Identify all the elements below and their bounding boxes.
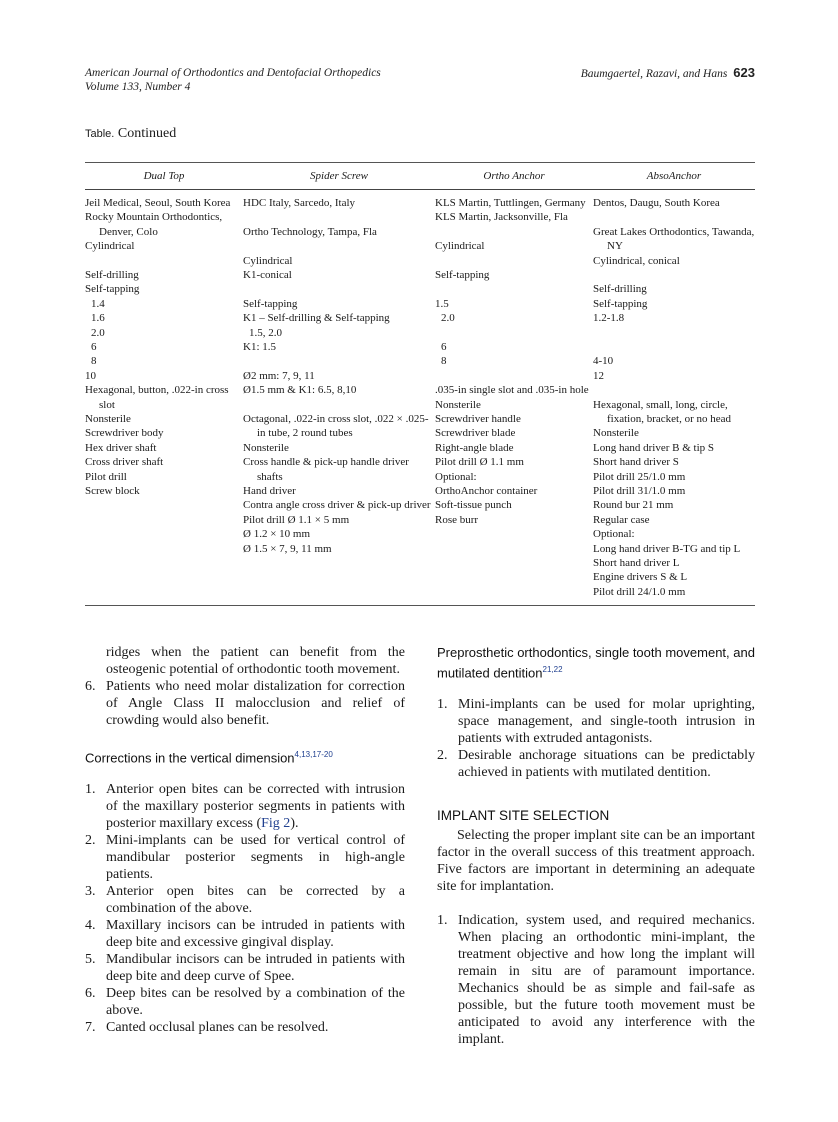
list-item-text: ridges when the patient can benefit from the osteogenic potential of orthodontic tooth movement. [106, 645, 405, 677]
list-item-number: 6. [85, 679, 96, 694]
left-text-column [85, 644, 405, 1036]
table-cell: Screw block [85, 485, 140, 498]
table-cell: Octagonal, .022-in cross slot, .022 × .025-in tube, 2 round tubes [243, 413, 429, 440]
table-cell: OrthoAnchor container [435, 485, 538, 498]
table-cell: Screwdriver handle [435, 413, 521, 426]
table-cell: Screwdriver body [85, 427, 164, 440]
table-cell: 1.6 [91, 312, 105, 325]
table-cell: Nonsterile [243, 441, 289, 454]
table-cell: Contra angle cross driver & pick-up driver [243, 499, 431, 512]
table-cell: K1 – Self-drilling & Self-tapping [243, 312, 390, 325]
table-cell: Self-tapping [435, 269, 490, 281]
table-cell-empty [435, 225, 593, 239]
table-header-row [85, 163, 755, 190]
column-spider-screw [243, 196, 435, 599]
page-number: 623 [733, 65, 755, 80]
table-cell-empty [593, 210, 755, 224]
table-cell: Ø1.5 mm & K1: 6.5, 8,10 [243, 384, 357, 397]
table-cell-empty [435, 369, 593, 383]
authors: Baumgaertel, Razavi, and Hans [580, 68, 728, 80]
table-cell: Nonsterile [435, 398, 481, 411]
table-cell: KLS Martin, Tuttlingen, Germany [435, 197, 586, 209]
table-cell: 12 [593, 369, 604, 382]
table-cell: 1.4 [91, 297, 105, 310]
table-cell-empty [243, 398, 435, 412]
table-cell: 2.0 [91, 326, 105, 339]
table-cell: 1.5, 2.0 [249, 326, 282, 339]
journal-title: American Journal of Orthodontics and Dentofacial Orthopedics [85, 67, 381, 79]
table-cell: Pilot drill 24/1.0 mm [593, 585, 686, 598]
header-dual-top: Dual Top [143, 170, 185, 182]
table-cell-empty [593, 383, 755, 397]
table-cell: 6 [441, 341, 447, 353]
table-cell-empty [85, 254, 243, 268]
table-cell: Pilot drill 25/1.0 mm [593, 470, 686, 483]
table-cell: Long hand driver B & tip S [593, 441, 714, 454]
table-cell: Pilot drill Ø 1.1 × 5 mm [243, 513, 350, 526]
table-cell: 1.2-1.8 [593, 312, 625, 325]
table-cell: Ø 1.5 × 7, 9, 11 mm [243, 542, 332, 555]
table-cell-empty [243, 354, 435, 368]
table-cell: Hex driver shaft [85, 441, 157, 454]
table-cell: Ø 1.2 × 10 mm [243, 528, 311, 541]
table-cell: 1.5 [435, 297, 449, 310]
table-cell: Self-tapping [243, 297, 298, 310]
list-item: 1. Mini-implants can be used for molar uprighting, space management, and single-tooth intrusion in patients with extruded antagonists. [437, 697, 755, 747]
section-heading-preprosthetic: Preprosthetic orthodontics, single tooth movement, and mutilated dentition$^{21,22}$ [437, 645, 755, 681]
intro-paragraph: Selecting the proper implant site can be an important factor in the overall success of this treatment approach. Five factors are important in determining an adequate site for implantation. [437, 828, 755, 895]
column-dual-top [85, 196, 243, 599]
table-cell: Great Lakes Orthodontics, Tawanda, NY [593, 225, 755, 253]
list-item: 3. Anterior open bites can be corrected by a combination of the above. [85, 884, 405, 917]
table-cell: Self-drilling [85, 269, 139, 282]
table-cell: K1: 1.5 [243, 341, 276, 354]
table-cell: Screwdriver blade [435, 427, 516, 440]
table-cell: Hexagonal, button, .022-in cross slot [85, 384, 229, 411]
table-cell: Short hand driver L [593, 557, 680, 570]
table-cell: 4-10 [593, 355, 614, 368]
table-cell: Hand driver [243, 485, 296, 498]
table-cell-empty [593, 326, 755, 340]
column-absoanchor [593, 196, 755, 599]
list-item-text: Patients who need molar distalization for correction of Angle Class II malocclusion and relief of crowding would also benefit. [106, 679, 405, 728]
table-caption-text: Continued [117, 126, 177, 141]
table-body [85, 190, 755, 605]
table-cell: 6 [91, 341, 97, 354]
table-cell: 2.0 [441, 312, 455, 325]
table-cell: Long hand driver B-TG and tip L [593, 542, 741, 555]
table-cell: Self-tapping [85, 283, 140, 296]
section-heading-vertical: Corrections in the vertical dimension$^{4,13,17-20}$ [85, 750, 333, 766]
table-cell: Nonsterile [593, 427, 639, 440]
table-cell: KLS Martin, Jacksonville, Fla [435, 211, 568, 224]
list-item: 2. Desirable anchorage situations can be predictably achieved in patients with mutilated dentition. [437, 748, 755, 781]
table-cell: Optional: [593, 528, 635, 541]
table-cell: 8 [91, 355, 97, 368]
table-cell-empty [593, 268, 755, 282]
table-cell: Ortho Technology, Tampa, Fla [243, 225, 377, 238]
major-heading-implant-site: IMPLANT SITE SELECTION [437, 808, 610, 824]
table-cell: Engine drivers S & L [593, 571, 688, 584]
list-item: 6. Deep bites can be resolved by a combination of the above. [85, 986, 405, 1019]
table-cell: Jeil Medical, Seoul, South Korea [85, 197, 231, 209]
table-cell: Rose burr [435, 513, 479, 526]
table-cell: Pilot drill [85, 470, 127, 483]
journal-volume: Volume 133, Number 4 [85, 81, 191, 93]
table-cell-empty [435, 254, 593, 268]
table-cell: Cylindrical [85, 240, 135, 253]
table-caption [85, 126, 176, 142]
figure-link[interactable]: Fig 2 [261, 816, 291, 832]
table-cell: Pilot drill Ø 1.1 mm [435, 456, 524, 469]
table-cell: Pilot drill 31/1.0 mm [593, 485, 686, 498]
list-item: 5. Mandibular incisors can be intruded in patients with deep bite and deep curve of Spee. [85, 952, 405, 985]
table-cell: Nonsterile [85, 413, 131, 426]
citation-refs[interactable]: 21,22 [542, 665, 563, 674]
table-cell: 8 [441, 355, 447, 368]
right-text-column [437, 644, 755, 1048]
running-head [85, 66, 755, 94]
list-item [85, 678, 405, 729]
list-item: 7. Canted occlusal planes can be resolved. [85, 1020, 329, 1036]
table-cell: Round bur 21 mm [593, 499, 674, 512]
header-absoanchor: AbsoAnchor [646, 170, 702, 182]
table-cell: Soft-tissue punch [435, 499, 512, 512]
table-cell: Self-tapping [593, 297, 648, 310]
header-spider-screw: Spider Screw [310, 170, 368, 182]
table-cell: Short hand driver S [593, 456, 679, 469]
table-cell-empty [243, 239, 435, 253]
table-cell: Regular case [593, 513, 650, 526]
table-cell: Cross driver shaft [85, 456, 164, 469]
table-cell: Rocky Mountain Orthodontics, Denver, Colo [85, 211, 223, 238]
comparison-table [85, 162, 755, 606]
list-item: 2. Mini-implants can be used for vertical control of mandibular posterior segments in high-angle patients. [85, 833, 405, 883]
table-cell: Optional: [435, 470, 477, 483]
citation-refs[interactable]: 4,13,17-20 [294, 750, 333, 759]
table-cell: Dentos, Daugu, South Korea [593, 197, 720, 209]
table-cell: Right-angle blade [435, 441, 514, 454]
list-item-continued [85, 644, 405, 678]
table-cell: Self-drilling [593, 283, 647, 296]
table-cell-empty [435, 282, 593, 296]
table-cell: Cylindrical [435, 240, 485, 253]
table-cell: HDC Italy, Sarcedo, Italy [243, 197, 356, 209]
table-caption-label: Table. [85, 128, 115, 140]
table-cell: Ø2 mm: 7, 9, 11 [243, 369, 315, 382]
list-item: 1. Anterior open bites can be corrected with intrusion of the maxillary posterior segments in patients with posterior maxillary excess (Fig 2). [85, 782, 405, 832]
list-item: 4. Maxillary incisors can be intruded in patients with deep bite and excessive gingival display. [85, 918, 405, 951]
table-cell: Cylindrical [243, 254, 293, 267]
table-cell-empty [243, 282, 435, 296]
table-cell: Cylindrical, conical [593, 254, 680, 267]
table-cell: 10 [85, 369, 96, 382]
header-ortho-anchor: Ortho Anchor [483, 170, 545, 182]
table-cell-empty [435, 326, 593, 340]
table-cell-empty [593, 340, 755, 354]
table-cell: .035-in single slot and .035-in hole [435, 384, 589, 397]
table-cell: K1-conical [243, 269, 292, 281]
running-head-right [581, 66, 755, 81]
column-ortho-anchor [435, 196, 593, 599]
table-cell: Hexagonal, small, long, circle, fixation, bracket, or no head [593, 398, 732, 426]
list-item: 1. Indication, system used, and required mechanics. When placing an orthodontic mini-implant, the treatment objective and how long the implant will remain in situ are of paramount importance. Mechanics should be as simple and fail-safe as possible, but the future tooth movement must be anticipated to avoid any interference with the implant. [437, 913, 755, 1048]
table-cell: Cross handle & pick-up handle driver shafts [243, 456, 409, 483]
table-cell-empty [243, 210, 435, 224]
